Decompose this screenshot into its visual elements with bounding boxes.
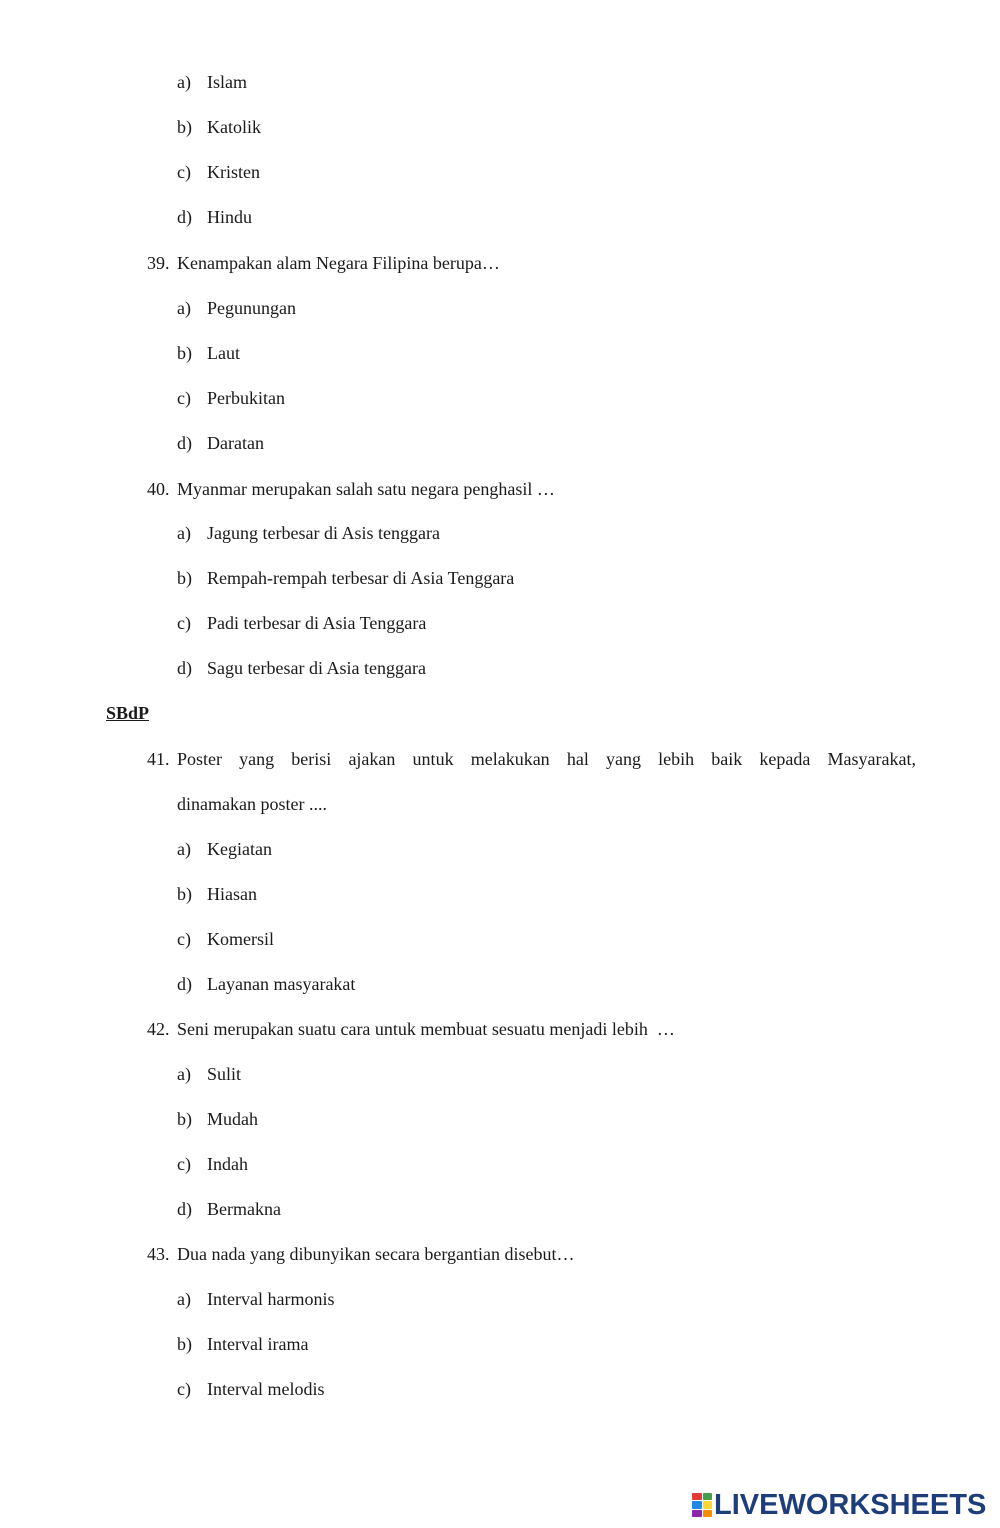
option-letter: d) [177, 433, 192, 453]
option-text: Interval irama [207, 1334, 309, 1354]
option-letter: a) [177, 523, 191, 543]
option-letter: a) [177, 72, 191, 92]
option-letter: d) [177, 1199, 192, 1219]
logo-mark-cell [703, 1493, 713, 1500]
question-43 [147, 1243, 575, 1265]
logo-mark-cell [703, 1510, 713, 1517]
logo-mark-cell [703, 1501, 713, 1508]
option-text: Padi terbesar di Asia Tenggara [207, 613, 427, 633]
option-text: Jagung terbesar di Asis tenggara [207, 523, 440, 543]
q42-option-d [177, 1198, 281, 1220]
question-number: 39. [147, 253, 170, 273]
option-letter: b) [177, 117, 192, 137]
q43-option-c [177, 1378, 324, 1400]
question-40 [147, 478, 555, 500]
q41-option-a [177, 838, 272, 860]
q41-option-c [177, 928, 274, 950]
question-42 [147, 1018, 675, 1040]
q43-option-a [177, 1288, 334, 1310]
question-39 [147, 252, 500, 274]
option-text: Sulit [207, 1064, 242, 1084]
q42-option-c [177, 1153, 248, 1175]
option-text: Laut [207, 343, 240, 363]
option-letter: c) [177, 388, 191, 408]
section-title: SBdP [106, 703, 150, 723]
option-letter: b) [177, 884, 192, 904]
question-number: 41. [147, 749, 170, 769]
q39-option-c [177, 387, 285, 409]
option-text: Komersil [207, 929, 274, 949]
option-text: Pegunungan [207, 298, 296, 318]
logo-text: LIVEWORKSHEETS [714, 1488, 987, 1521]
option-letter: d) [177, 658, 192, 678]
q40-option-c [177, 612, 426, 634]
option-letter: d) [177, 974, 192, 994]
option-text: Bermakna [207, 1199, 281, 1219]
option-letter: c) [177, 1379, 191, 1399]
question-41-continuation: dinamakan poster .... [177, 794, 327, 814]
option-text: Hindu [207, 207, 252, 227]
logo-mark-cell [692, 1501, 702, 1508]
q39-option-b [177, 342, 240, 364]
logo-mark-cell [692, 1510, 702, 1517]
question-text: Dua nada yang dibunyikan secara bergantian disebut… [177, 1244, 575, 1264]
q40-option-d [177, 657, 426, 679]
option-letter: b) [177, 1334, 192, 1354]
q38-option-c [177, 161, 260, 183]
logo-mark-icon [692, 1493, 712, 1517]
q42-option-a [177, 1063, 241, 1085]
q38-option-d [177, 206, 252, 228]
q42-option-b [177, 1108, 258, 1130]
q43-option-b [177, 1333, 308, 1355]
q40-option-a [177, 522, 440, 544]
option-text: Hiasan [207, 884, 257, 904]
question-number: 42. [147, 1019, 170, 1039]
option-text: Daratan [207, 433, 264, 453]
option-text: Rempah-rempah terbesar di Asia Tenggara [207, 568, 515, 588]
question-number: 40. [147, 479, 170, 499]
question-text-line1: Poster yang berisi ajakan untuk melakukan hal yang lebih baik kepada Masyarakat, [177, 749, 916, 769]
option-letter: a) [177, 1064, 191, 1084]
question-text: Kenampakan alam Negara Filipina berupa… [177, 253, 500, 273]
question-text: Seni merupakan suatu cara untuk membuat sesuatu menjadi lebih … [177, 1019, 675, 1039]
q39-option-d [177, 432, 264, 454]
option-letter: a) [177, 839, 191, 859]
question-text: Myanmar merupakan salah satu negara penghasil … [177, 479, 555, 499]
option-text: Katolik [207, 117, 261, 137]
option-text: Kristen [207, 162, 260, 182]
option-letter: b) [177, 568, 192, 588]
liveworksheets-logo [692, 1489, 986, 1521]
question-41 [147, 748, 916, 770]
q41-option-d [177, 973, 355, 995]
option-text: Layanan masyarakat [207, 974, 356, 994]
q38-option-a [177, 71, 247, 93]
option-letter: b) [177, 343, 192, 363]
option-text: Islam [207, 72, 247, 92]
option-text: Mudah [207, 1109, 258, 1129]
option-text: Perbukitan [207, 388, 285, 408]
q39-option-a [177, 297, 296, 319]
option-letter: d) [177, 207, 192, 227]
option-letter: c) [177, 929, 191, 949]
option-text: Interval melodis [207, 1379, 325, 1399]
option-text: Interval harmonis [207, 1289, 335, 1309]
option-letter: a) [177, 1289, 191, 1309]
option-text: Sagu terbesar di Asia tenggara [207, 658, 426, 678]
option-letter: c) [177, 1154, 191, 1174]
option-letter: b) [177, 1109, 192, 1129]
option-text: Indah [207, 1154, 248, 1174]
question-number: 43. [147, 1244, 170, 1264]
q38-option-b [177, 116, 261, 138]
logo-mark-cell [692, 1493, 702, 1500]
option-letter: a) [177, 298, 191, 318]
q41-option-b [177, 883, 257, 905]
option-letter: c) [177, 613, 191, 633]
option-letter: c) [177, 162, 191, 182]
q40-option-b [177, 567, 514, 589]
option-text: Kegiatan [207, 839, 272, 859]
